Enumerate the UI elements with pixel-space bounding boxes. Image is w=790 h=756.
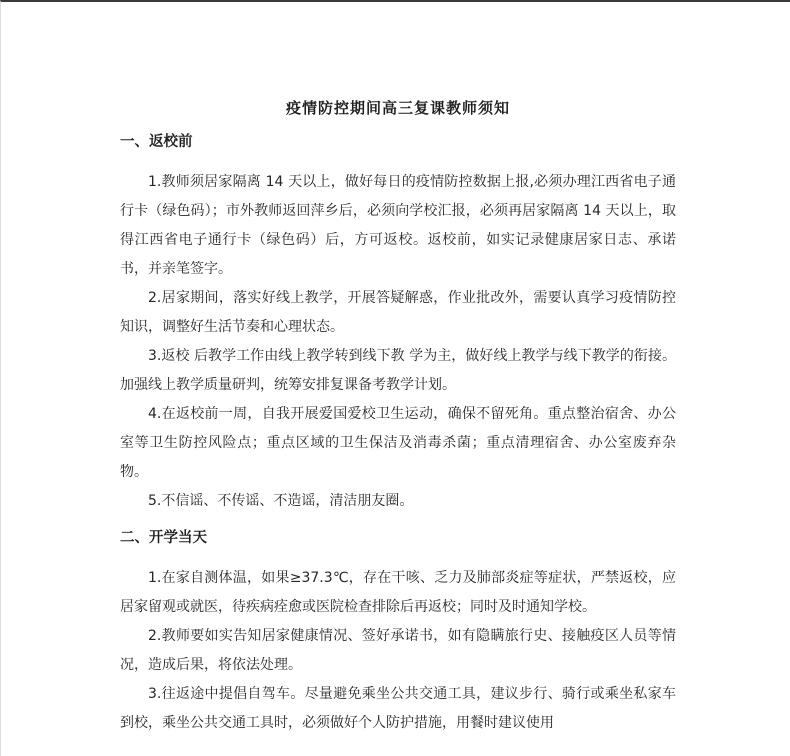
paragraph: 5.不信谣、不传谣、不造谣，清洁朋友圈。 xyxy=(148,493,414,509)
paragraph: 4.在返校前一周，自我开展爱国爱校卫生运动，确保不留死角。重点整治宿舍、办公室等卫生防控风险点；重点区域的卫生保洁及消毒杀菌；重点清理宿舍、办公室废弃杂物。 xyxy=(120,406,676,480)
section-heading-opening-day: 二、开学当天 xyxy=(120,530,207,546)
paragraph: 1.教师须居家隔离 14 天以上，做好每日的疫情防控数据上报,必须办理江西省电子通行卡（绿色码）；市外教师返回萍乡后，必须向学校汇报，必须再居家隔离 14 天以上，取得江西省电子通行卡（绿色码）后，方可返校。返校前，如实记录健康居家日志、承诺书，并亲笔签字。 xyxy=(120,174,676,277)
paragraph: 3.返校 后教学工作由线上教学转到线下教 学为主，做好线上教学与线下教学的衔接。加强线上教学质量研判，统筹安排复课备考教学计划。 xyxy=(120,348,676,393)
paragraph: 1.在家自测体温，如果≥37.3℃，存在干咳、乏力及肺部炎症等症状，严禁返校，应居家留观或就医，待疾病痊愈或医院检查排除后再返校；同时及时通知学校。 xyxy=(120,570,676,615)
paragraph: 2.居家期间，落实好线上教学，开展答疑解惑，作业批改外，需要认真学习疫情防控知识，调整好生活节奏和心理状态。 xyxy=(120,290,676,335)
document-body xyxy=(120,94,676,738)
section-spacer xyxy=(120,516,676,524)
paragraph: 3.往返途中提倡自驾车。尽量避免乘坐公共交通工具，建议步行、骑行或乘坐私家车到校，乘坐公共交通工具时，必须做好个人防护措施，用餐时建议使用 xyxy=(120,686,676,731)
section-heading-before-return: 一、返校前 xyxy=(120,134,193,150)
document-title: 疫情防控期间高三复课教师须知 xyxy=(285,99,510,117)
paragraph: 2.教师要如实告知居家健康情况、签好承诺书，如有隐瞒旅行史、接触疫区人员等情况，造成后果，将依法处理。 xyxy=(120,628,676,673)
